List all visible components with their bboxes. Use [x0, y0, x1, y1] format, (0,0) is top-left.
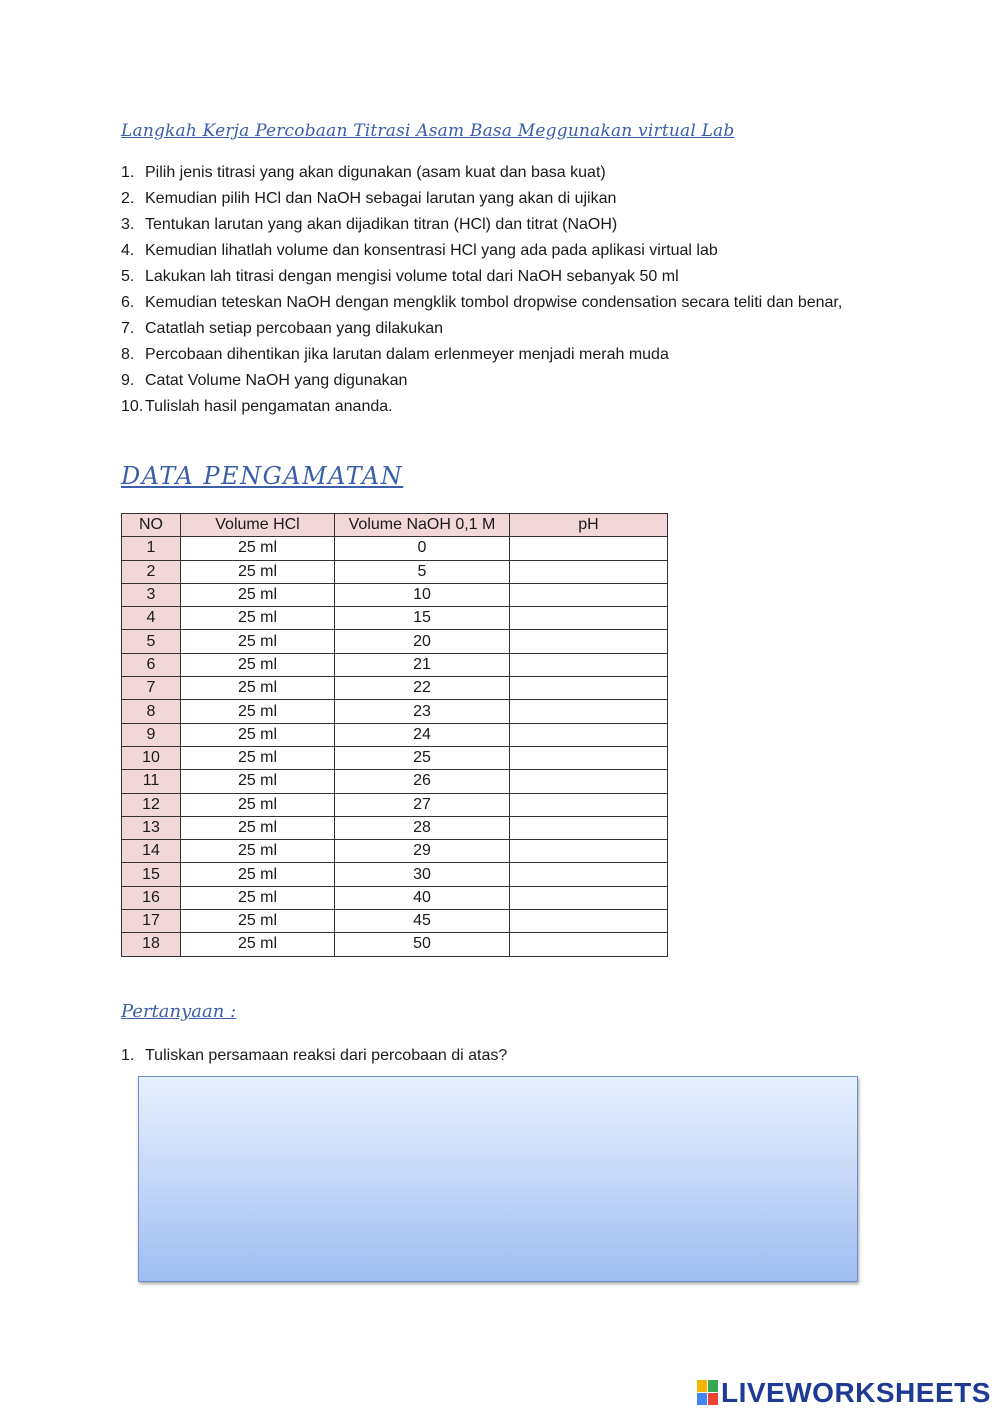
step-text: Kemudian pilih HCl dan NaOH sebagai larutan yang akan di ujikan [145, 190, 617, 207]
cell-no: 15 [122, 863, 181, 886]
cell-volume-naoh: 15 [335, 607, 510, 630]
cell-ph[interactable] [510, 653, 668, 676]
table-row [122, 700, 668, 723]
cell-ph[interactable] [510, 770, 668, 793]
cell-volume-naoh: 0 [335, 537, 510, 560]
cell-ph[interactable] [510, 700, 668, 723]
cell-no: 4 [122, 607, 181, 630]
cell-volume-hcl: 25 ml [181, 723, 335, 746]
cell-volume-hcl: 25 ml [181, 630, 335, 653]
cell-no: 9 [122, 723, 181, 746]
list-item [121, 186, 878, 212]
cell-no: 13 [122, 816, 181, 839]
cell-volume-hcl: 25 ml [181, 933, 335, 956]
cell-ph[interactable] [510, 723, 668, 746]
step-text: Kemudian lihatlah volume dan konsentrasi HCl yang ada pada aplikasi virtual lab [145, 242, 718, 259]
table-row [122, 607, 668, 630]
cell-no: 1 [122, 537, 181, 560]
observation-table [121, 513, 668, 957]
cell-volume-hcl: 25 ml [181, 677, 335, 700]
cell-volume-hcl: 25 ml [181, 746, 335, 769]
cell-volume-naoh: 5 [335, 560, 510, 583]
cell-volume-hcl: 25 ml [181, 816, 335, 839]
table-row [122, 653, 668, 676]
step-text: Tulislah hasil pengamatan ananda. [145, 398, 393, 415]
cell-volume-naoh: 25 [335, 746, 510, 769]
list-item [121, 316, 878, 342]
cell-volume-naoh: 50 [335, 933, 510, 956]
cell-volume-hcl: 25 ml [181, 583, 335, 606]
table-row [122, 583, 668, 606]
table-row [122, 723, 668, 746]
header-ph: pH [510, 514, 668, 537]
step-number: 10. [121, 398, 144, 415]
step-text: Kemudian teteskan NaOH dengan mengklik tombol dropwise condensation secara teliti dan benar, [145, 294, 843, 311]
cell-no: 5 [122, 630, 181, 653]
cell-no: 16 [122, 886, 181, 909]
step-number: 4. [121, 242, 135, 259]
cell-ph[interactable] [510, 863, 668, 886]
step-number: 7. [121, 320, 135, 337]
table-row [122, 863, 668, 886]
table-row [122, 746, 668, 769]
table-row [122, 886, 668, 909]
cell-volume-hcl: 25 ml [181, 886, 335, 909]
table-row [122, 840, 668, 863]
list-item [121, 212, 878, 238]
cell-volume-hcl: 25 ml [181, 770, 335, 793]
cell-no: 2 [122, 560, 181, 583]
step-text: Pilih jenis titrasi yang akan digunakan (asam kuat dan basa kuat) [145, 164, 606, 181]
step-number: 3. [121, 216, 135, 233]
step-number: 1. [121, 164, 135, 181]
question-number: 1. [121, 1047, 135, 1064]
table-row [122, 537, 668, 560]
step-number: 2. [121, 190, 135, 207]
table-row [122, 770, 668, 793]
cell-ph[interactable] [510, 677, 668, 700]
cell-volume-naoh: 45 [335, 910, 510, 933]
cell-volume-naoh: 40 [335, 886, 510, 909]
table-row [122, 793, 668, 816]
list-item [121, 160, 878, 186]
cell-volume-hcl: 25 ml [181, 910, 335, 933]
table-row [122, 630, 668, 653]
header-volume-naoh: Volume NaOH 0,1 M [335, 514, 510, 537]
cell-volume-naoh: 23 [335, 700, 510, 723]
table-header-row [122, 514, 668, 537]
table-row [122, 677, 668, 700]
cell-volume-naoh: 27 [335, 793, 510, 816]
step-number: 5. [121, 268, 135, 285]
steps-list [121, 160, 878, 420]
logo-text: LIVEWORKSHEETS [721, 1377, 991, 1408]
table-row [122, 933, 668, 956]
cell-volume-hcl: 25 ml [181, 863, 335, 886]
cell-no: 17 [122, 910, 181, 933]
cell-volume-hcl: 25 ml [181, 840, 335, 863]
cell-no: 14 [122, 840, 181, 863]
list-item [121, 290, 878, 316]
cell-volume-naoh: 22 [335, 677, 510, 700]
cell-volume-naoh: 10 [335, 583, 510, 606]
cell-volume-naoh: 20 [335, 630, 510, 653]
cell-no: 8 [122, 700, 181, 723]
data-heading: DATA PENGAMATAN [121, 462, 404, 490]
cell-no: 12 [122, 793, 181, 816]
cell-ph[interactable] [510, 537, 668, 560]
answer-input[interactable] [138, 1076, 858, 1282]
step-text: Catat Volume NaOH yang digunakan [145, 372, 408, 389]
cell-volume-naoh: 24 [335, 723, 510, 746]
cell-ph[interactable] [510, 746, 668, 769]
cell-ph[interactable] [510, 886, 668, 909]
step-text: Percobaan dihentikan jika larutan dalam erlenmeyer menjadi merah muda [145, 346, 669, 363]
list-item [121, 238, 878, 264]
cell-no: 10 [122, 746, 181, 769]
list-item [121, 368, 878, 394]
step-number: 6. [121, 294, 135, 311]
cell-no: 6 [122, 653, 181, 676]
cell-ph[interactable] [510, 910, 668, 933]
steps-heading: Langkah Kerja Percobaan Titrasi Asam Basa Meggunakan virtual Lab [121, 121, 735, 141]
liveworksheets-logo-icon [697, 1380, 719, 1406]
list-item [121, 342, 878, 368]
cell-volume-hcl: 25 ml [181, 607, 335, 630]
cell-ph[interactable] [510, 840, 668, 863]
cell-ph[interactable] [510, 630, 668, 653]
cell-volume-naoh: 30 [335, 863, 510, 886]
cell-no: 7 [122, 677, 181, 700]
step-number: 9. [121, 372, 135, 389]
cell-volume-hcl: 25 ml [181, 537, 335, 560]
cell-volume-hcl: 25 ml [181, 700, 335, 723]
questions-heading: Pertanyaan : [121, 1001, 237, 1022]
header-volume-hcl: Volume HCl [181, 514, 335, 537]
cell-ph[interactable] [510, 560, 668, 583]
header-no: NO [122, 514, 181, 537]
step-text: Tentukan larutan yang akan dijadikan titran (HCl) dan titrat (NaOH) [145, 216, 618, 233]
question-1 [121, 1043, 507, 1069]
step-text: Catatlah setiap percobaan yang dilakukan [145, 320, 443, 337]
liveworksheets-logo [697, 1377, 991, 1409]
cell-volume-naoh: 29 [335, 840, 510, 863]
cell-volume-hcl: 25 ml [181, 793, 335, 816]
cell-ph[interactable] [510, 793, 668, 816]
list-item [121, 264, 878, 290]
cell-no: 3 [122, 583, 181, 606]
table-row [122, 910, 668, 933]
cell-ph[interactable] [510, 583, 668, 606]
cell-ph[interactable] [510, 607, 668, 630]
step-text: Lakukan lah titrasi dengan mengisi volume total dari NaOH sebanyak 50 ml [145, 268, 679, 285]
cell-no: 11 [122, 770, 181, 793]
cell-volume-naoh: 21 [335, 653, 510, 676]
cell-ph[interactable] [510, 933, 668, 956]
cell-volume-naoh: 28 [335, 816, 510, 839]
cell-volume-hcl: 25 ml [181, 560, 335, 583]
table-row [122, 816, 668, 839]
step-number: 8. [121, 346, 135, 363]
list-item [121, 394, 878, 420]
cell-no: 18 [122, 933, 181, 956]
cell-volume-hcl: 25 ml [181, 653, 335, 676]
question-text: Tuliskan persamaan reaksi dari percobaan di atas? [145, 1047, 508, 1064]
table-row [122, 560, 668, 583]
cell-ph[interactable] [510, 816, 668, 839]
cell-volume-naoh: 26 [335, 770, 510, 793]
